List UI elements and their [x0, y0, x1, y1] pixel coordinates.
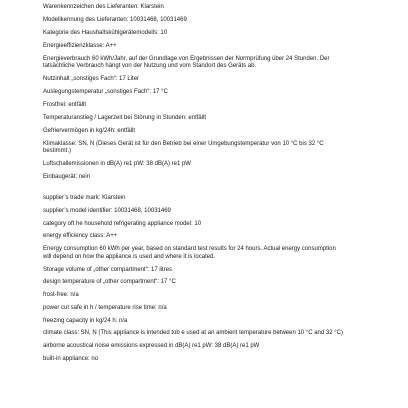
energy-efficiency-class-line: Energieeffizienzklasse: A++: [43, 42, 117, 49]
freezing-capacity-line: freezing capacity in kg/24 h: n/a: [43, 317, 128, 324]
energy-consumption-line: Energieverbrauch 60 kWh/Jahr, auf der Grundlage von Ergebnissen der Normprüfung über 24 Stunden. Der tatsächliche Verbrauch hängt von der Nutzung und vom Standort des Geräts ab.: [43, 55, 330, 70]
energy-consumption-line: Energy consumption 60 kWh per year, based on standard test results for 24 hours. Actual energy consumption will depend on how the appliance is used and where it is located.: [43, 246, 336, 260]
frost-free-line: Frostfrei: entfällt: [43, 101, 87, 108]
temperature-rise-time-line: Temperaturanstieg / Lagerzeit bei Störung in Stunden: entfällt: [43, 114, 207, 121]
model-identifier-line: Modellkennung des Lieferanten: 10031468, 10031469: [43, 16, 187, 23]
noise-emissions-line: airborne acoustical noise emissions expressed in dB(A) re1 pW: 38 dB(A) re1 pW: [43, 343, 260, 350]
trade-mark-line: Warenkennzeichen des Lieferanten: Klarstein: [43, 4, 164, 10]
climate-class-line: Klimaklasse: SN, N (Dieses Gerät ist für den Betrieb bei einer Umgebungstemperatur von 10 °C bis 32 °C bestimmt.): [43, 140, 324, 155]
design-temperature-line: design temperature of „other compartment“: 17 °C: [43, 279, 176, 286]
english-specification-block: [43, 195, 343, 369]
appliance-category-line: Kategorie des Haushaltskühlgerätemodells: 10: [43, 29, 168, 36]
frost-free-line: frost-free: n/a: [43, 292, 79, 299]
design-temperature-line: Auslegungstemperatur „sonstiges Fach“: 17 °C: [43, 88, 168, 95]
energy-efficiency-class-line: energy efficiency class: A++: [43, 233, 118, 240]
trade-mark-line: supplier’s trade mark: Klarstein: [43, 195, 126, 201]
temperature-rise-time-line: power cut safe in h / temperature rise time: n/a: [43, 304, 167, 311]
storage-volume-line: Storage volume of „other compartment“: 17 litres: [43, 266, 173, 273]
climate-class-line: climate class: SN, N (This appliance is intended tob e used at an ambient temperature between 10 °C and 32 °C): [43, 330, 343, 337]
built-in-appliance-line: built-in appliance: no: [43, 355, 99, 362]
appliance-category-line: category oft he household refrigerating appliance model: 10: [43, 220, 202, 227]
built-in-appliance-line: Einbaugerät: nein: [43, 173, 91, 180]
storage-volume-line: Nutzinhalt „sonstiges Fach“: 17 Liter: [43, 76, 140, 83]
noise-emissions-line: Luftschallemissionen in dB(A) re1 pW: 38 dB(A) re1 pW: [43, 160, 191, 167]
german-specification-block: [43, 4, 343, 187]
freezing-capacity-line: Gefriervermögen in kg/24h: entfällt: [43, 127, 136, 134]
model-identifier-line: supplier’s model identifier: 10031468, 10031469: [43, 207, 171, 214]
